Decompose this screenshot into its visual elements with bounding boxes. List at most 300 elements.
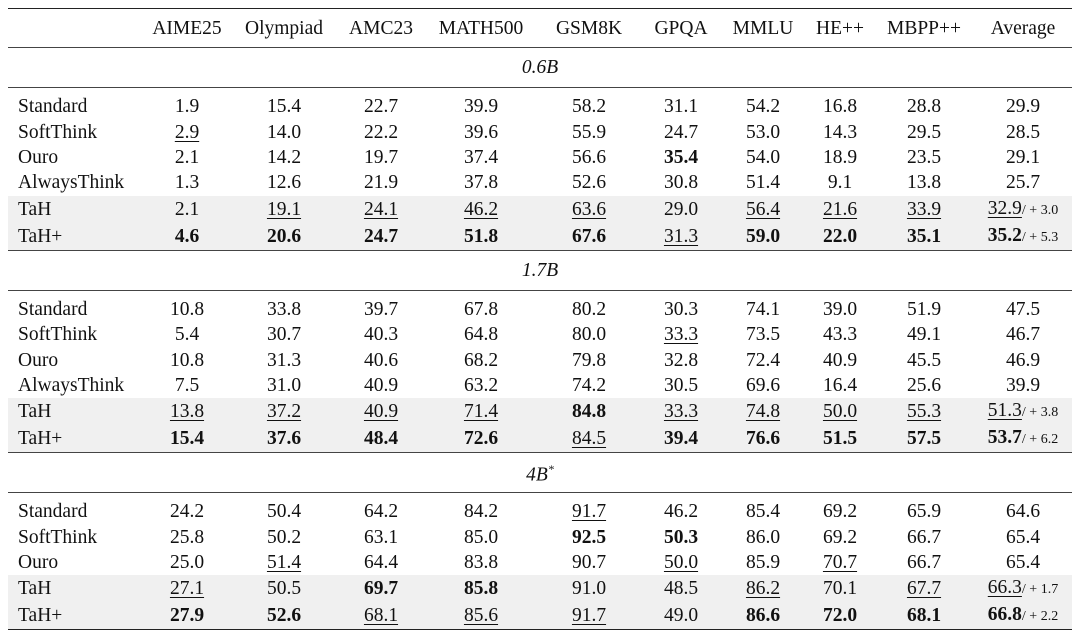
score-value: 84.8 (571, 401, 607, 423)
score-cell (232, 398, 336, 425)
score-value: 64.4 (363, 552, 399, 574)
score-cell (874, 398, 974, 425)
score-value: 37.8 (463, 172, 499, 194)
score-value: 1.9 (174, 96, 200, 118)
score-cell (720, 550, 806, 575)
score-value: 63.2 (463, 374, 499, 396)
method-name: Standard (18, 501, 88, 523)
score-cell (720, 525, 806, 550)
score-value: 56.4 (745, 198, 781, 220)
score-cell (642, 425, 720, 453)
score-cell (720, 373, 806, 398)
score-value: 46.9 (1005, 349, 1041, 371)
table-row (8, 398, 1072, 425)
score-cell (642, 493, 720, 525)
score-value: 66.7 (906, 552, 942, 574)
score-cell (536, 170, 642, 195)
score-cell (874, 347, 974, 372)
score-cell (536, 575, 642, 602)
score-cell (806, 119, 874, 144)
score-cell (232, 525, 336, 550)
header-row (8, 9, 1072, 48)
score-value: 10.8 (169, 349, 205, 371)
score-value: 15.4 (169, 428, 205, 450)
score-value: 2.1 (174, 198, 200, 220)
header-olympiad: Olympiad (245, 17, 323, 39)
score-value: 39.6 (463, 121, 499, 143)
method-name: TaH+ (18, 428, 63, 450)
header-aime25: AIME25 (152, 17, 222, 39)
average-cell (974, 196, 1072, 223)
score-cell (720, 493, 806, 525)
score-value: 46.2 (463, 198, 499, 220)
score-cell (536, 550, 642, 575)
header-amc23: AMC23 (349, 17, 413, 39)
score-value: 28.5 (1005, 121, 1041, 143)
score-value: 51.4 (266, 552, 302, 574)
score-value: 37.2 (266, 401, 302, 423)
score-value: 57.5 (906, 428, 942, 450)
score-cell (806, 223, 874, 251)
score-value: 24.2 (169, 501, 205, 523)
method-name: TaH+ (18, 225, 63, 247)
score-cell (336, 575, 426, 602)
score-cell (142, 290, 232, 322)
score-value: 25.0 (169, 552, 205, 574)
score-value: 30.5 (663, 374, 699, 396)
score-cell (142, 88, 232, 120)
score-value: 24.1 (363, 198, 399, 220)
score-cell (426, 550, 536, 575)
score-value: 66.8 (987, 604, 1022, 626)
table-row (8, 493, 1072, 525)
score-value: 45.5 (906, 349, 942, 371)
score-value: 5.4 (174, 324, 200, 346)
score-cell (536, 398, 642, 425)
score-cell (232, 223, 336, 251)
header-math500: MATH500 (438, 17, 524, 39)
score-value: 48.5 (663, 578, 699, 600)
method-name: Ouro (18, 552, 59, 574)
score-value: 50.4 (266, 501, 302, 523)
score-cell (874, 493, 974, 525)
score-value: 35.1 (906, 225, 942, 247)
header-gpqa: GPQA (654, 17, 708, 39)
score-value: 35.2 (987, 224, 1022, 246)
score-cell (874, 170, 974, 195)
score-cell (426, 493, 536, 525)
score-value: 29.1 (1005, 146, 1041, 168)
average-cell (974, 550, 1072, 575)
score-value: 29.5 (906, 121, 942, 143)
score-cell (642, 398, 720, 425)
average-cell (974, 373, 1072, 398)
score-value: 27.1 (169, 578, 205, 600)
score-cell (806, 575, 874, 602)
score-value: 24.7 (363, 225, 399, 247)
score-cell (426, 88, 536, 120)
score-cell (426, 425, 536, 453)
score-value: 32.9 (987, 197, 1022, 219)
section-label: 4B (526, 464, 548, 486)
average-cell (974, 322, 1072, 347)
score-value: 59.0 (745, 225, 781, 247)
score-value: 72.0 (822, 605, 858, 627)
average-cell (974, 170, 1072, 195)
score-cell (806, 425, 874, 453)
score-cell (874, 145, 974, 170)
score-value: 10.8 (169, 298, 205, 320)
score-value: 68.1 (906, 605, 942, 627)
score-cell (720, 398, 806, 425)
score-value: 84.2 (463, 501, 499, 523)
average-delta: / + 3.8 (1021, 405, 1059, 421)
score-cell (142, 223, 232, 251)
score-value: 39.4 (663, 428, 699, 450)
score-value: 30.3 (663, 298, 699, 320)
score-cell (142, 398, 232, 425)
table-row (8, 88, 1072, 120)
score-value: 55.3 (906, 401, 942, 423)
score-value: 33.9 (906, 198, 942, 220)
score-cell (720, 602, 806, 630)
score-value: 74.2 (571, 374, 607, 396)
section-header (8, 453, 1072, 493)
score-cell (874, 550, 974, 575)
score-value: 30.7 (266, 324, 302, 346)
table-row (8, 550, 1072, 575)
score-value: 18.9 (822, 146, 858, 168)
score-value: 85.0 (463, 526, 499, 548)
score-cell (142, 602, 232, 630)
score-value: 56.6 (571, 146, 607, 168)
score-cell (142, 196, 232, 223)
score-value: 7.5 (174, 374, 200, 396)
score-value: 27.9 (169, 605, 205, 627)
average-cell (974, 425, 1072, 453)
score-value: 52.6 (571, 172, 607, 194)
average-cell (974, 493, 1072, 525)
score-value: 33.3 (663, 324, 699, 346)
score-value: 79.8 (571, 349, 607, 371)
score-value: 65.9 (906, 501, 942, 523)
method-name: Standard (18, 96, 88, 118)
score-value: 68.2 (463, 349, 499, 371)
score-value: 55.9 (571, 121, 607, 143)
score-cell (426, 347, 536, 372)
score-cell (642, 196, 720, 223)
score-cell (426, 196, 536, 223)
score-value: 49.1 (906, 324, 942, 346)
score-value: 13.8 (906, 172, 942, 194)
score-value: 12.6 (266, 172, 302, 194)
score-value: 51.3 (987, 400, 1022, 422)
score-cell (642, 575, 720, 602)
score-value: 25.7 (1005, 172, 1041, 194)
score-cell (642, 602, 720, 630)
average-delta: / + 3.0 (1021, 202, 1059, 218)
score-cell (874, 575, 974, 602)
score-cell (142, 119, 232, 144)
score-value: 43.3 (822, 324, 858, 346)
score-cell (426, 119, 536, 144)
average-cell (974, 525, 1072, 550)
score-cell (232, 575, 336, 602)
score-cell (336, 196, 426, 223)
score-value: 54.2 (745, 96, 781, 118)
score-cell (806, 170, 874, 195)
score-cell (642, 170, 720, 195)
average-cell (974, 290, 1072, 322)
method-name: Ouro (18, 349, 59, 371)
score-cell (806, 145, 874, 170)
score-cell (806, 525, 874, 550)
score-value: 29.0 (663, 198, 699, 220)
table-row (8, 575, 1072, 602)
score-value: 31.1 (663, 96, 699, 118)
score-value: 50.0 (822, 401, 858, 423)
score-cell (232, 145, 336, 170)
score-value: 72.6 (463, 428, 499, 450)
score-value: 39.7 (363, 298, 399, 320)
score-cell (720, 223, 806, 251)
score-cell (336, 145, 426, 170)
score-cell (142, 550, 232, 575)
score-value: 74.1 (745, 298, 781, 320)
score-cell (232, 119, 336, 144)
score-value: 66.3 (987, 577, 1022, 599)
score-cell (720, 119, 806, 144)
score-cell (336, 170, 426, 195)
average-delta: / + 6.2 (1021, 432, 1059, 448)
average-cell (974, 119, 1072, 144)
score-value: 46.2 (663, 501, 699, 523)
score-value: 21.9 (363, 172, 399, 194)
score-value: 40.9 (363, 374, 399, 396)
score-value: 39.9 (1005, 374, 1041, 396)
score-value: 91.0 (571, 578, 607, 600)
score-value: 31.3 (663, 225, 699, 247)
score-value: 70.7 (822, 552, 858, 574)
score-value: 40.9 (822, 349, 858, 371)
table-row (8, 145, 1072, 170)
score-value: 63.1 (363, 526, 399, 548)
score-value: 47.5 (1005, 298, 1041, 320)
score-value: 22.2 (363, 121, 399, 143)
method-name: SoftThink (18, 526, 98, 548)
score-cell (142, 493, 232, 525)
score-value: 86.2 (745, 578, 781, 600)
score-cell (874, 425, 974, 453)
score-value: 46.7 (1005, 324, 1041, 346)
score-value: 1.3 (174, 172, 200, 194)
header-mbpp-: MBPP++ (886, 17, 962, 39)
average-cell (974, 398, 1072, 425)
score-value: 25.6 (906, 374, 942, 396)
section-label-cell (8, 250, 1072, 290)
score-cell (232, 373, 336, 398)
score-cell (874, 525, 974, 550)
score-cell (232, 170, 336, 195)
score-value: 67.8 (463, 298, 499, 320)
score-value: 40.3 (363, 324, 399, 346)
score-cell (642, 119, 720, 144)
section-label-cell (8, 48, 1072, 88)
score-value: 37.6 (266, 428, 302, 450)
score-cell (142, 347, 232, 372)
score-value: 48.4 (363, 428, 399, 450)
table-row (8, 290, 1072, 322)
table-row (8, 602, 1072, 630)
score-cell (232, 602, 336, 630)
score-value: 39.9 (463, 96, 499, 118)
score-value: 2.9 (174, 121, 200, 143)
score-value: 29.9 (1005, 96, 1041, 118)
score-value: 40.9 (363, 401, 399, 423)
score-cell (336, 373, 426, 398)
header-average: Average (990, 17, 1056, 39)
score-value: 51.5 (822, 428, 858, 450)
score-cell (336, 602, 426, 630)
score-cell (720, 170, 806, 195)
score-cell (426, 373, 536, 398)
score-value: 64.6 (1005, 501, 1041, 523)
table-row (8, 347, 1072, 372)
score-cell (642, 145, 720, 170)
score-value: 83.8 (463, 552, 499, 574)
score-value: 85.6 (463, 605, 499, 627)
score-value: 80.0 (571, 324, 607, 346)
score-value: 4.6 (174, 225, 200, 247)
score-value: 68.1 (363, 605, 399, 627)
score-cell (874, 290, 974, 322)
score-value: 74.8 (745, 401, 781, 423)
method-name: Ouro (18, 146, 59, 168)
table-row (8, 373, 1072, 398)
score-cell (426, 145, 536, 170)
score-value: 50.5 (266, 578, 302, 600)
score-value: 69.2 (822, 501, 858, 523)
score-cell (720, 425, 806, 453)
score-value: 90.7 (571, 552, 607, 574)
score-value: 71.4 (463, 401, 499, 423)
score-cell (874, 88, 974, 120)
score-cell (720, 88, 806, 120)
score-value: 85.4 (745, 501, 781, 523)
score-value: 22.7 (363, 96, 399, 118)
header-gsm8k: GSM8K (555, 17, 623, 39)
score-value: 24.7 (663, 121, 699, 143)
score-cell (336, 493, 426, 525)
score-cell (426, 398, 536, 425)
section-label: 0.6B (521, 57, 559, 78)
average-cell (974, 602, 1072, 630)
score-value: 22.0 (822, 225, 858, 247)
score-cell (720, 347, 806, 372)
score-cell (426, 322, 536, 347)
score-cell (642, 525, 720, 550)
method-name: TaH (18, 578, 52, 600)
score-cell (642, 88, 720, 120)
score-cell (874, 119, 974, 144)
score-value: 52.6 (266, 605, 302, 627)
score-value: 66.7 (906, 526, 942, 548)
score-value: 65.4 (1005, 526, 1041, 548)
score-value: 16.8 (822, 96, 858, 118)
score-cell (336, 425, 426, 453)
score-value: 76.6 (745, 428, 781, 450)
score-value: 69.2 (822, 526, 858, 548)
score-value: 91.7 (571, 501, 607, 523)
score-value: 14.2 (266, 146, 302, 168)
method-name: SoftThink (18, 324, 98, 346)
score-cell (642, 223, 720, 251)
score-cell (336, 525, 426, 550)
score-value: 69.6 (745, 374, 781, 396)
average-cell (974, 88, 1072, 120)
results-table (8, 8, 1072, 630)
score-cell (336, 290, 426, 322)
score-cell (232, 347, 336, 372)
score-cell (720, 290, 806, 322)
score-cell (536, 88, 642, 120)
score-value: 21.6 (822, 198, 858, 220)
section-header (8, 48, 1072, 88)
score-cell (142, 322, 232, 347)
score-cell (806, 88, 874, 120)
score-value: 51.4 (745, 172, 781, 194)
score-cell (426, 170, 536, 195)
score-cell (142, 145, 232, 170)
score-cell (336, 347, 426, 372)
score-value: 80.2 (571, 298, 607, 320)
method-name: TaH (18, 198, 52, 220)
score-cell (336, 322, 426, 347)
score-value: 13.8 (169, 401, 205, 423)
score-cell (874, 196, 974, 223)
score-value: 73.5 (745, 324, 781, 346)
score-value: 50.3 (663, 526, 699, 548)
score-cell (874, 602, 974, 630)
score-cell (806, 347, 874, 372)
score-cell (806, 398, 874, 425)
score-cell (232, 425, 336, 453)
score-value: 86.0 (745, 526, 781, 548)
score-cell (426, 290, 536, 322)
average-cell (974, 575, 1072, 602)
score-cell (336, 550, 426, 575)
average-cell (974, 223, 1072, 251)
section-label-cell (8, 453, 1072, 493)
method-name: SoftThink (18, 121, 98, 143)
score-cell (536, 493, 642, 525)
score-value: 37.4 (463, 146, 499, 168)
average-delta: / + 1.7 (1021, 582, 1059, 598)
score-cell (426, 602, 536, 630)
score-value: 32.8 (663, 349, 699, 371)
score-cell (642, 550, 720, 575)
score-value: 63.6 (571, 198, 607, 220)
table-row (8, 170, 1072, 195)
table-row (8, 425, 1072, 453)
score-cell (720, 145, 806, 170)
score-cell (142, 575, 232, 602)
score-value: 85.8 (463, 578, 499, 600)
score-value: 64.8 (463, 324, 499, 346)
score-value: 39.0 (822, 298, 858, 320)
score-cell (336, 398, 426, 425)
score-value: 84.5 (571, 428, 607, 450)
